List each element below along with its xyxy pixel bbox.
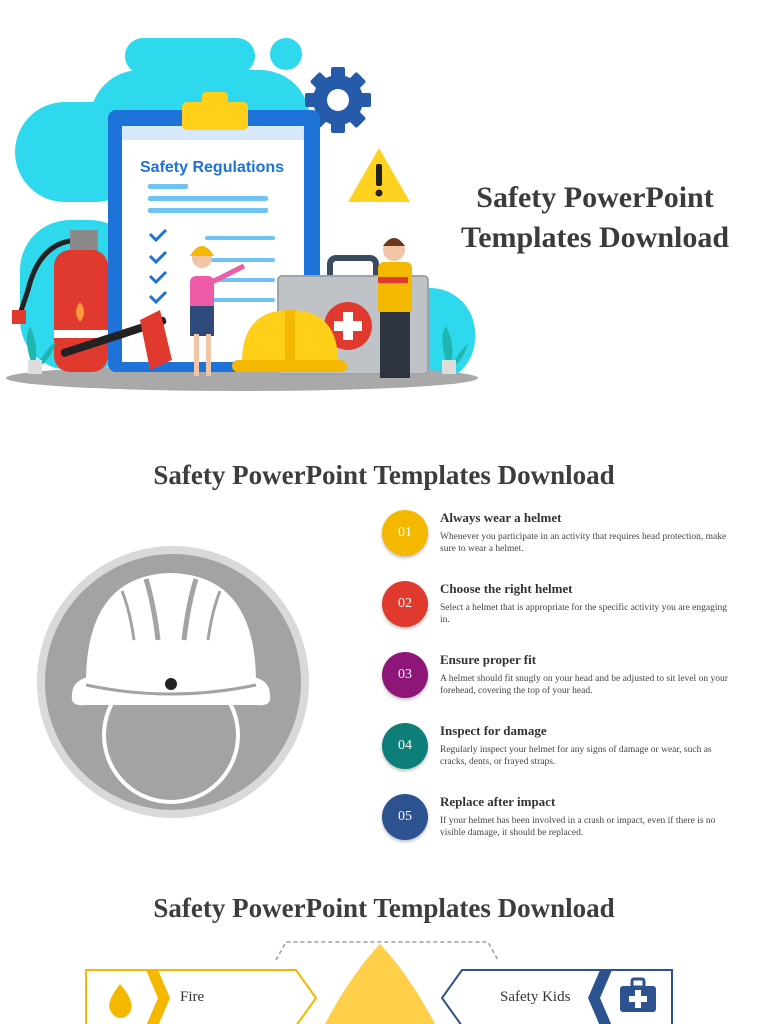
step-title: Inspect for damage xyxy=(440,723,547,738)
safety-kids-label: Safety Kids xyxy=(500,989,571,1005)
step-description: A helmet should fit snugly on your head and be adjusted to sit level on your forehead, covering the top of your head. xyxy=(440,674,728,696)
section-title-safety-categories: Safety PowerPoint Templates Download xyxy=(153,893,615,923)
step-description: If your helmet has been involved in a crash or impact, even if there is no visible damage, it should be replaced. xyxy=(440,816,716,838)
section-title-helmet-tips: Safety PowerPoint Templates Download xyxy=(153,460,615,490)
step-item-5 xyxy=(382,794,742,854)
step-item-2 xyxy=(382,581,742,641)
step-number-badge: 03 xyxy=(382,652,428,698)
step-number-badge: 02 xyxy=(382,581,428,627)
step-title: Replace after impact xyxy=(440,794,556,809)
hero-title: Safety PowerPoint Templates Download xyxy=(460,181,730,254)
step-item-4 xyxy=(382,723,742,783)
step-item-3 xyxy=(382,652,742,712)
step-description: Select a helmet that is appropriate for the specific activity you are engaging in. xyxy=(440,603,727,625)
helmet-badge xyxy=(36,545,310,819)
step-item-1 xyxy=(382,510,742,570)
step-title: Ensure proper fit xyxy=(440,652,537,667)
clipboard-heading: Safety Regulations xyxy=(140,159,285,176)
fire-label: Fire xyxy=(180,989,205,1005)
step-description: Regularly inspect your helmet for any signs of damage or wear, such as cracks, dents, or frayed straps. xyxy=(440,745,712,767)
safety-categories-diagram xyxy=(0,936,768,1024)
step-number-badge: 04 xyxy=(382,723,428,769)
step-number-badge: 01 xyxy=(382,510,428,556)
step-number-badge: 05 xyxy=(382,794,428,840)
center-shape xyxy=(325,944,435,1024)
step-description: Whenever you participate in an activity that requires head protection, make sure to wear a helmet. xyxy=(440,532,727,554)
warning-icon xyxy=(348,148,410,202)
step-title: Always wear a helmet xyxy=(440,510,562,525)
safety-illustration xyxy=(0,30,500,400)
step-title: Choose the right helmet xyxy=(440,581,573,596)
man-worker-figure xyxy=(378,238,412,378)
